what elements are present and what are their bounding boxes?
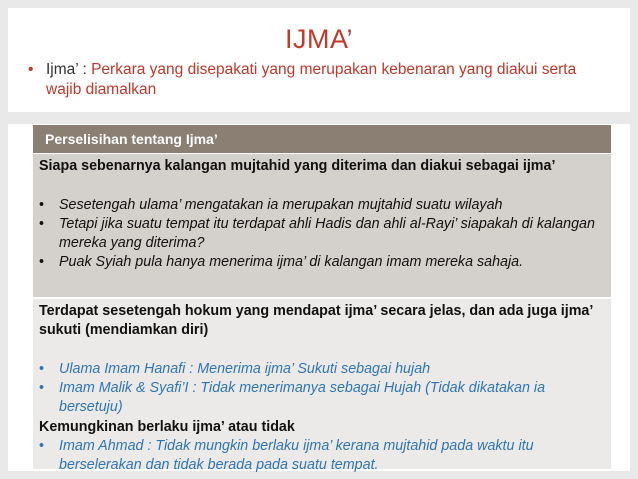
table-header: Perselisihan tentang Ijma’ [33,125,611,153]
intro-definition: Perkara yang disepakati yang merupakan kebenaran yang diakui serta wajib diamalkan [46,61,577,98]
bullet-icon: • [39,254,45,271]
list-item: • Ulama Imam Hanafi : Menerima ijma’ Sukuti sebagai hujah [39,360,605,379]
bullet-icon: • [39,360,45,377]
list-item: • Puak Syiah pula hanya menerima ijma’ di kalangan imam mereka sahaja. [39,253,605,272]
list-item: • Tetapi jika suatu tempat itu terdapat ahli Hadis dan ahli al-Rayi’ siapakah di kalangan mereka yang diterima? [39,215,595,252]
table-row [33,299,611,474]
bullet-icon: • [39,380,45,397]
row-subheading: Kemungkinan berlaku ijma’ atau tidak [39,418,295,435]
divider-band [8,112,630,124]
bullet-icon: • [39,438,45,455]
list-item: • Sesetengah ulama’ mengatakan ia merupakan mujtahid suatu wilayah [39,196,605,215]
bullet-icon: • [39,215,45,232]
list-item: • Imam Malik & Syafi’I : Tidak menerimanya sebagai Hujah (Tidak dikatakan ia bersetuju) [39,380,546,416]
slide [8,8,630,474]
bullet-icon: • [39,196,45,213]
list-item: • Imam Ahmad : Tidak mungkin berlaku ijma’ kerana mujtahid pada waktu itu berselerakan dan tidak berada pada suatu tempat. [39,438,534,474]
intro-term: Ijma’ : [46,61,87,78]
row-heading: Terdapat sesetengah hokum yang mendapat ijma’ secara jelas, dan ada juga ijma’ sukuti (mendiamkan diri) [39,303,593,339]
bullet-icon: • [28,61,34,78]
intro-bullet [28,60,608,100]
table-row [33,154,611,297]
disagreement-table [32,125,611,474]
row-heading: Siapa sebenarnya kalangan mujtahid yang diterima dan diakui sebagai ijma’ [39,158,556,174]
slide-title: IJMA’ [285,24,353,54]
